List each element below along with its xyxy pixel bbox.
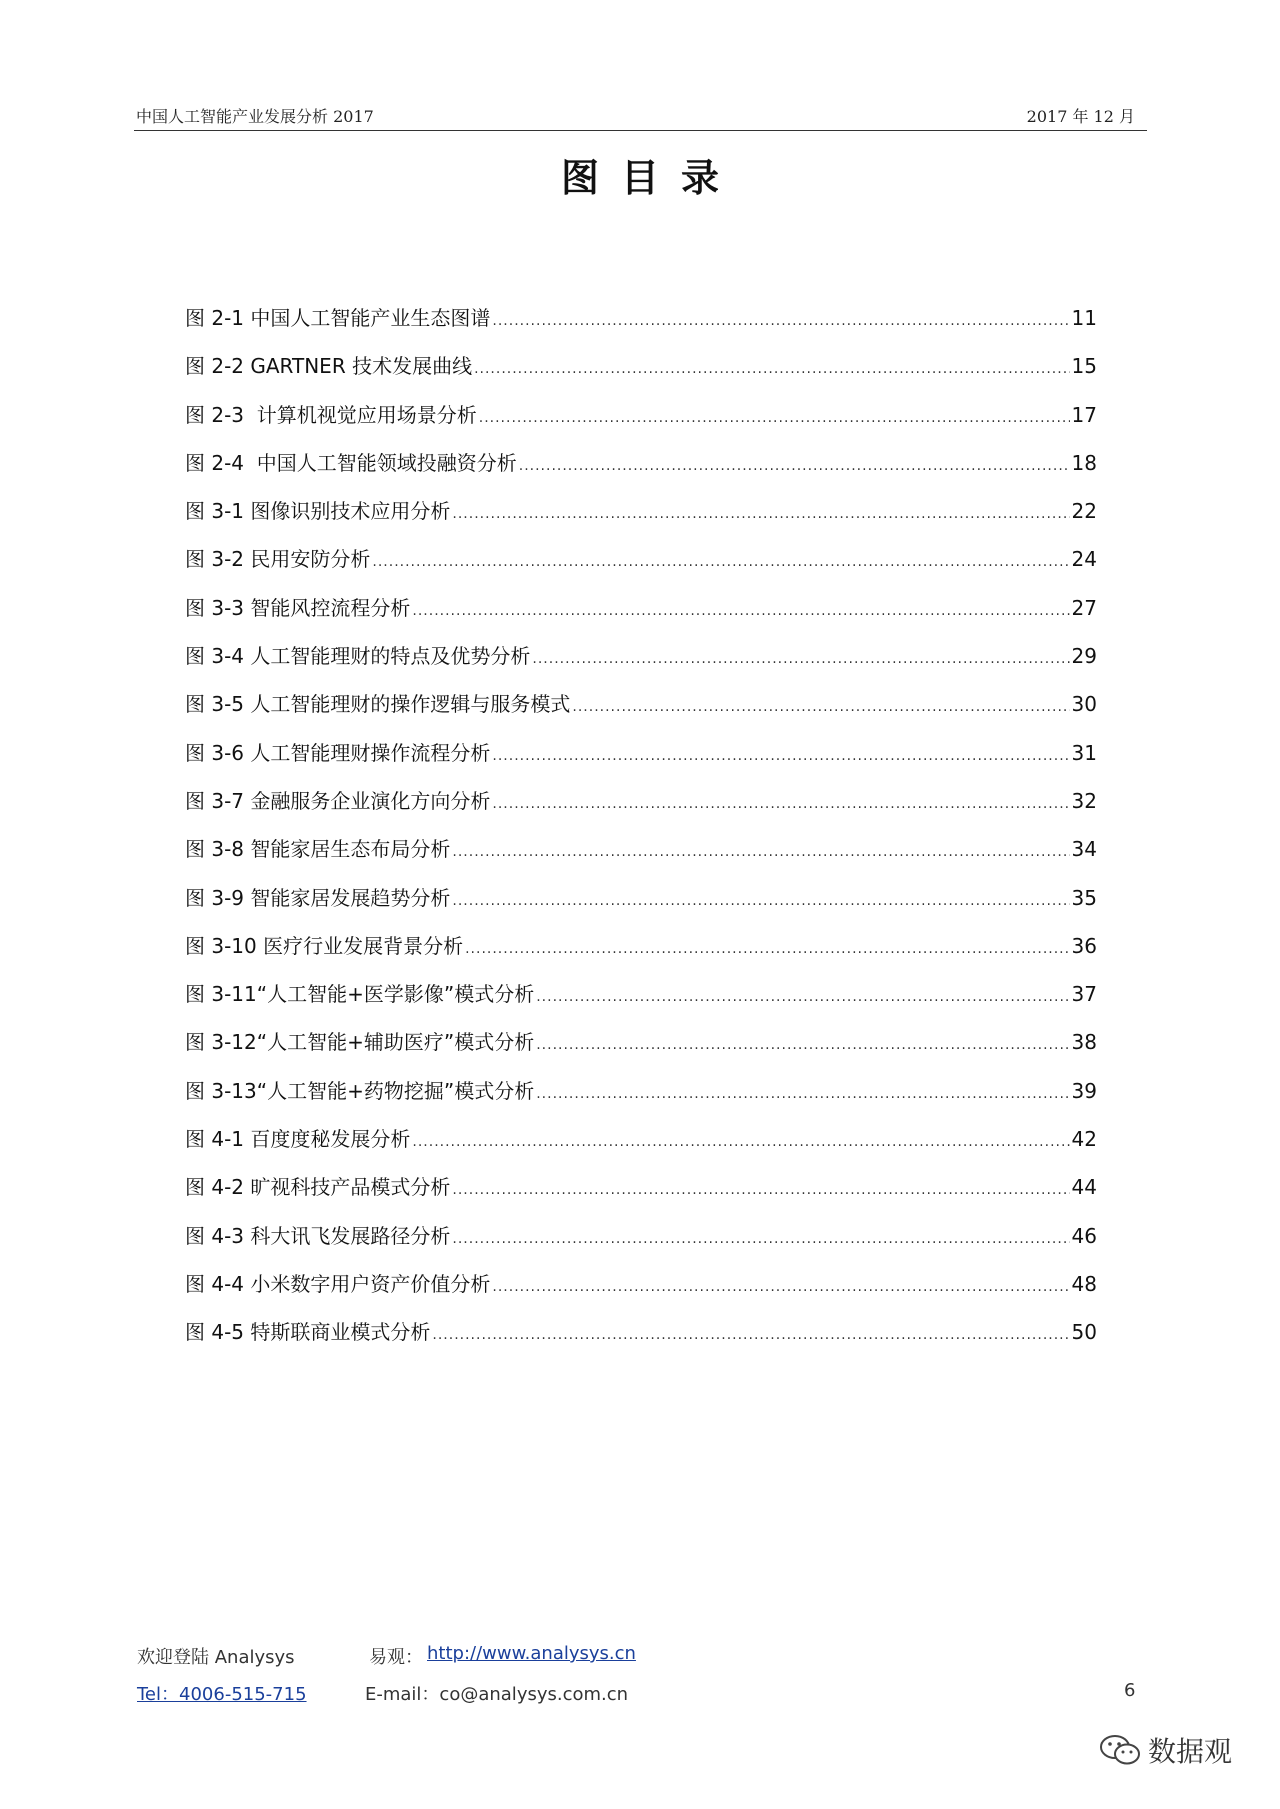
toc-entry-label: 图 4-1 百度度秘发展分析 — [185, 1127, 411, 1152]
toc-entry[interactable] — [185, 543, 1097, 591]
toc-entry[interactable] — [185, 302, 1097, 350]
page-number: 6 — [1124, 1680, 1136, 1701]
toc-entry-label: 图 3-1 图像识别技术应用分析 — [185, 499, 451, 524]
toc-entry-page: 15 — [1071, 354, 1097, 379]
toc-entry[interactable] — [185, 1171, 1097, 1219]
page-header — [134, 104, 1147, 131]
toc-entry-label: 图 3-13“人工智能+药物挖掘”模式分析 — [185, 1078, 535, 1103]
toc-dot-leader — [452, 1231, 1069, 1247]
toc-entry-page: 38 — [1071, 1030, 1097, 1055]
toc-entry-page: 35 — [1071, 885, 1097, 910]
toc-dot-leader — [536, 1086, 1069, 1102]
toc-entry-page: 44 — [1071, 1175, 1097, 1200]
toc-entry[interactable] — [185, 592, 1097, 640]
toc-entry-label: 图 4-3 科大讯飞发展路径分析 — [185, 1223, 451, 1248]
toc-entry[interactable] — [185, 640, 1097, 688]
toc-dot-leader — [492, 1279, 1069, 1295]
toc-entry[interactable] — [185, 978, 1097, 1026]
toc-entry-label: 图 2-4 中国人工智能领域投融资分析 — [185, 450, 517, 475]
toc-dot-leader — [452, 893, 1069, 909]
toc-entry[interactable] — [185, 737, 1097, 785]
toc-entry[interactable] — [185, 688, 1097, 736]
toc-entry-label: 图 3-12“人工智能+辅助医疗”模式分析 — [185, 1030, 535, 1055]
toc-entry[interactable] — [185, 785, 1097, 833]
header-report-title: 中国人工智能产业发展分析 2017 — [136, 107, 374, 126]
toc-entry[interactable] — [185, 495, 1097, 543]
toc-entry-page: 11 — [1071, 306, 1097, 330]
toc-entry-label: 图 2-2 GARTNER 技术发展曲线 — [185, 354, 473, 379]
toc-entry[interactable] — [185, 1220, 1097, 1268]
toc-entry[interactable] — [185, 1316, 1097, 1364]
toc-entry[interactable] — [185, 1268, 1097, 1316]
toc-entry-label: 图 3-11“人工智能+医学影像”模式分析 — [185, 982, 535, 1007]
watermark — [1098, 1730, 1232, 1770]
toc-dot-leader — [452, 1182, 1069, 1198]
toc-entry-label: 图 3-4 人工智能理财的特点及优势分析 — [185, 644, 531, 669]
toc-entry-label: 图 2-3 计算机视觉应用场景分析 — [185, 402, 477, 427]
toc-entry-page: 39 — [1071, 1078, 1097, 1103]
toc-dot-leader — [536, 1037, 1069, 1053]
toc-entry-page: 42 — [1071, 1127, 1097, 1152]
toc-entry[interactable] — [185, 882, 1097, 930]
footer-yiguan-label: 易观： — [369, 1647, 423, 1668]
toc-entry-page: 27 — [1071, 595, 1097, 620]
toc-entry[interactable] — [185, 447, 1097, 495]
toc-entry-label: 图 2-1 中国人工智能产业生态图谱 — [185, 306, 491, 330]
toc-entry-page: 18 — [1071, 450, 1097, 475]
toc-dot-leader — [412, 603, 1069, 619]
toc-entry[interactable] — [185, 1123, 1097, 1171]
toc-entry[interactable] — [185, 930, 1097, 978]
footer-website-link[interactable]: http://www.analysys.cn — [427, 1643, 636, 1664]
toc-entry-label: 图 3-2 民用安防分析 — [185, 547, 371, 572]
toc-entry[interactable] — [185, 399, 1097, 447]
toc-entry-page: 17 — [1071, 402, 1097, 427]
toc-dot-leader — [492, 748, 1069, 764]
toc-dot-leader — [536, 989, 1069, 1005]
toc-entry-page: 32 — [1071, 788, 1097, 813]
watermark-text: 数据观 — [1148, 1735, 1233, 1768]
toc-dot-leader — [492, 313, 1069, 329]
toc-dot-leader — [465, 941, 1069, 957]
toc-dot-leader — [452, 844, 1069, 860]
footer-email: E-mail：co@analysys.com.cn — [365, 1684, 629, 1705]
toc-entry-label: 图 3-10 医疗行业发展背景分析 — [185, 933, 464, 958]
toc-entry-page: 50 — [1071, 1320, 1097, 1345]
toc-entry[interactable] — [185, 1026, 1097, 1074]
toc-entry-page: 34 — [1071, 837, 1097, 862]
toc-entry[interactable] — [185, 350, 1097, 398]
toc-dot-leader — [492, 796, 1069, 812]
toc-dot-leader — [432, 1327, 1069, 1343]
header-date: 2017 年 12 月 — [1026, 107, 1135, 126]
footer-tel-link[interactable]: Tel：4006-515-715 — [137, 1684, 307, 1705]
toc-entry-page: 30 — [1071, 692, 1097, 717]
toc-entry-label: 图 4-5 特斯联商业模式分析 — [185, 1320, 431, 1345]
toc-dot-leader — [532, 651, 1069, 667]
toc-entry[interactable] — [185, 1075, 1097, 1123]
toc-dot-leader — [452, 506, 1069, 522]
toc-entry-label: 图 3-8 智能家居生态布局分析 — [185, 837, 451, 862]
toc-dot-leader — [572, 699, 1069, 715]
toc-entry-label: 图 4-2 旷视科技产品模式分析 — [185, 1175, 451, 1200]
toc-entry-label: 图 4-4 小米数字用户资产价值分析 — [185, 1271, 491, 1296]
wechat-icon — [1098, 1733, 1142, 1767]
toc-entry-page: 29 — [1071, 644, 1097, 669]
toc-entry-page: 31 — [1071, 740, 1097, 765]
toc-entry[interactable] — [185, 833, 1097, 881]
toc-entry-page: 24 — [1071, 547, 1097, 572]
toc-dot-leader — [372, 554, 1069, 570]
toc-entry-page: 22 — [1071, 499, 1097, 524]
toc-entry-label: 图 3-3 智能风控流程分析 — [185, 595, 411, 620]
toc-dot-leader — [519, 458, 1070, 474]
toc-dot-leader — [479, 410, 1070, 426]
toc-entry-label: 图 3-9 智能家居发展趋势分析 — [185, 885, 451, 910]
toc-entry-page: 46 — [1071, 1223, 1097, 1248]
figure-list — [185, 302, 1097, 1365]
toc-entry-label: 图 3-6 人工智能理财操作流程分析 — [185, 740, 491, 765]
toc-dot-leader — [412, 1134, 1069, 1150]
footer-welcome: 欢迎登陆 Analysys — [137, 1647, 295, 1668]
toc-entry-label: 图 3-7 金融服务企业演化方向分析 — [185, 788, 491, 813]
toc-entry-page: 37 — [1071, 982, 1097, 1007]
page-title: 图目录 — [560, 156, 741, 200]
toc-entry-label: 图 3-5 人工智能理财的操作逻辑与服务模式 — [185, 692, 571, 717]
toc-dot-leader — [474, 361, 1069, 377]
toc-entry-page: 36 — [1071, 933, 1097, 958]
toc-entry-page: 48 — [1071, 1271, 1097, 1296]
